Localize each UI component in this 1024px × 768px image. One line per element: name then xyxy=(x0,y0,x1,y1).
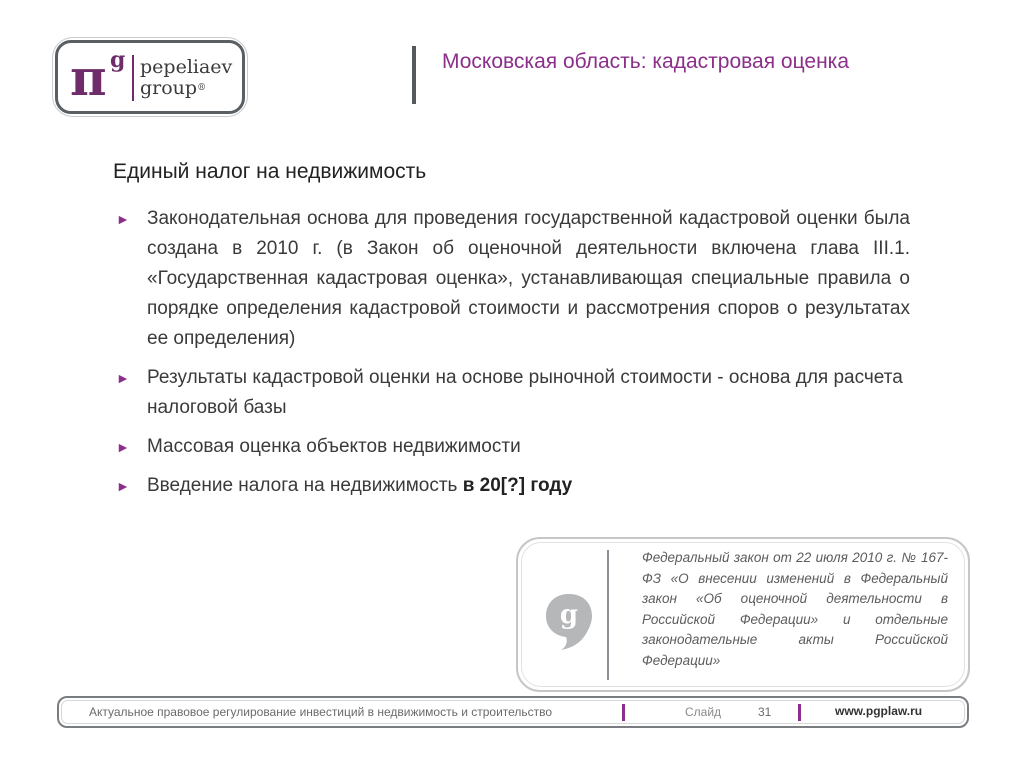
bullet-arrow-icon: ► xyxy=(116,211,130,227)
logo-wordmark xyxy=(140,57,232,99)
logo-line-2-text: group xyxy=(140,77,198,99)
footer-divider xyxy=(798,704,801,721)
bullet-arrow-icon: ► xyxy=(116,478,130,494)
bullet-text: Массовая оценка объектов недвижимости xyxy=(147,436,521,457)
bullet-text: Законодательная основа для проведения государственной кадастровой оценки была создана в 2010 г. (в Закон об оценочной деятельности включена глава III.1. «Государственная кадастровая оценка», устанавливающая специальные правила о порядке определения кадастровой стоимости и рассмотрения споров о результатах ее определения) xyxy=(147,208,910,349)
bullet-item xyxy=(116,204,910,354)
g-quote-icon xyxy=(544,590,594,652)
svg-text:g: g xyxy=(559,600,579,630)
bullet-item xyxy=(116,432,910,462)
section-title: Единый налог на недвижимость xyxy=(113,160,427,183)
logo-superscript-g: g xyxy=(110,47,126,73)
bullet-arrow-icon: ► xyxy=(116,439,130,455)
footer-slide-number: 31 xyxy=(758,705,772,719)
logo-line-1: pepeliaev xyxy=(140,56,233,78)
note-divider xyxy=(607,550,609,680)
header-divider xyxy=(412,46,416,104)
slide-title: Московская область: кадастровая оценка xyxy=(442,50,850,73)
bullet-arrow-icon: ► xyxy=(116,370,130,386)
logo-divider xyxy=(132,55,134,101)
registered-mark: ® xyxy=(197,83,207,93)
bullet-list xyxy=(116,204,910,510)
bullet-text-bold: в 20[?] году xyxy=(462,475,573,496)
bullet-item xyxy=(116,363,910,423)
footer-website-link[interactable]: www.pgplaw.ru xyxy=(835,704,923,718)
footer-slide-label: Слайд xyxy=(685,705,722,719)
logo-pi-symbol: π xyxy=(70,48,107,107)
bullet-text: Введение налога на недвижимость xyxy=(147,475,463,496)
footer-description: Актуальное правовое регулирование инвестиций в недвижимость и строительство xyxy=(89,705,553,719)
note-text: Федеральный закон от 22 июля 2010 г. № 167-ФЗ «О внесении изменений в Федеральный закон «Об оценочной деятельности в Российской Федерации» и отдельные законодательные акты Российской Федерации» xyxy=(642,550,948,668)
company-logo xyxy=(55,40,245,114)
bullet-item xyxy=(116,471,910,501)
bullet-text: Результаты кадастровой оценки на основе рыночной стоимости - основа для расчета налоговой базы xyxy=(147,367,903,418)
footer-divider xyxy=(622,704,625,721)
logo-line-2 xyxy=(140,78,232,99)
